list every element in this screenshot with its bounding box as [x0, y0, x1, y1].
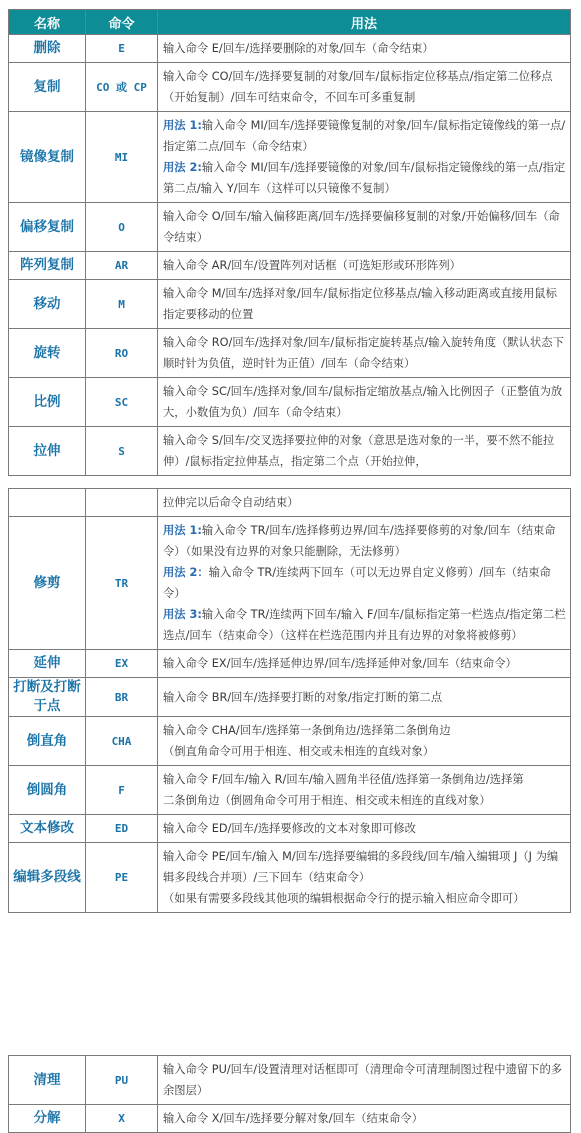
command-name: 移动 [9, 280, 86, 329]
usage-paragraph [163, 157, 566, 199]
command-name: 打断及打断于点 [9, 678, 86, 717]
command-usage [158, 63, 571, 112]
usage-method-text: 输入命令 TR/连续两下回车（可以无边界自定义修剪）/回车（结束命令） [163, 566, 551, 600]
command-shortcut: EX [86, 650, 158, 678]
usage-paragraph: 输入命令 E/回车/选择要删除的对象/回车（命令结束） [163, 42, 434, 55]
usage-method-text: 输入命令 TR/回车/选择修剪边界/回车/选择要修剪的对象/回车（结束命令）（如果没有边界的对象只能删除，无法修剪） [163, 524, 556, 558]
command-shortcut: MI [86, 112, 158, 203]
command-usage [158, 378, 571, 427]
command-shortcut: PU [86, 1056, 158, 1105]
command-shortcut: O [86, 203, 158, 252]
usage-method-label: 用法 1: [163, 119, 202, 132]
command-usage [158, 815, 571, 843]
usage-paragraph: 拉伸完以后命令自动结束） [163, 496, 299, 509]
usage-method-label: 用法 2: [163, 161, 202, 174]
usage-paragraph [163, 562, 566, 604]
command-name: 阵列复制 [9, 252, 86, 280]
usage-paragraph: （如果有需要多段线其他项的编辑根据命令行的提示输入相应命令即可） [163, 892, 525, 905]
usage-paragraph: 输入命令 SC/回车/选择对象/回车/鼠标指定缩放基点/输入比例因子（正整值为放大，小数值为负）/回车（命令结束） [163, 385, 563, 419]
command-shortcut: BR [86, 678, 158, 717]
command-name: 拉伸 [9, 427, 86, 476]
command-shortcut: CHA [86, 717, 158, 766]
command-name: 编辑多段线 [9, 843, 86, 913]
usage-paragraph: 输入命令 AR/回车/设置阵列对话框（可选矩形或环形阵列） [163, 259, 461, 272]
command-table-part-2 [8, 488, 571, 913]
usage-paragraph: （倒直角命令可用于相连、相交或未相连的直线对象） [163, 745, 435, 758]
table-row [9, 378, 571, 427]
header-name: 名称 [9, 10, 86, 35]
table-row [9, 717, 571, 766]
command-usage [158, 427, 571, 476]
table-header-row [9, 10, 571, 35]
table-row [9, 815, 571, 843]
command-usage [158, 112, 571, 203]
usage-paragraph: 输入命令 PE/回车/输入 M/回车/选择要编辑的多段线/回车/输入编辑项 J（J 为编辑多段线合并项）/三下回车（结束命令） [163, 850, 559, 884]
command-shortcut: AR [86, 252, 158, 280]
command-shortcut: F [86, 766, 158, 815]
usage-paragraph [163, 520, 566, 562]
table-row [9, 650, 571, 678]
command-usage [158, 489, 571, 517]
usage-paragraph: 输入命令 X/回车/选择要分解对象/回车（结束命令） [163, 1112, 423, 1125]
usage-method-label: 用法 1: [163, 524, 202, 537]
command-name: 复制 [9, 63, 86, 112]
command-usage [158, 517, 571, 650]
command-name: 镜像复制 [9, 112, 86, 203]
command-shortcut: E [86, 35, 158, 63]
command-name [9, 489, 86, 517]
command-table-part-3 [8, 1055, 571, 1133]
table-row [9, 427, 571, 476]
table-row [9, 843, 571, 913]
command-shortcut [86, 489, 158, 517]
command-usage [158, 766, 571, 815]
command-shortcut: M [86, 280, 158, 329]
command-name: 文本修改 [9, 815, 86, 843]
usage-paragraph: 输入命令 CO/回车/选择要复制的对象/回车/鼠标指定位移基点/指定第二位移点（开始复制）/回车可结束命令，不回车可多重复制 [163, 70, 553, 104]
command-usage [158, 1056, 571, 1105]
usage-method-label: 用法 3: [163, 608, 202, 621]
usage-method-label: 用法 2： [163, 566, 209, 579]
table-row [9, 766, 571, 815]
command-usage [158, 252, 571, 280]
usage-paragraph: 输入命令 ED/回车/选择要修改的文本对象即可修改 [163, 822, 416, 835]
command-name: 修剪 [9, 517, 86, 650]
command-name: 倒圆角 [9, 766, 86, 815]
command-shortcut: RO [86, 329, 158, 378]
usage-paragraph: 二条倒角边（倒圆角命令可用于相连、相交或未相连的直线对象） [163, 794, 491, 807]
header-command: 命令 [86, 10, 158, 35]
table-row [9, 280, 571, 329]
command-usage [158, 280, 571, 329]
table-row [9, 1056, 571, 1105]
command-shortcut: S [86, 427, 158, 476]
command-usage [158, 1105, 571, 1133]
command-name: 清理 [9, 1056, 86, 1105]
usage-paragraph: 输入命令 BR/回车/选择要打断的对象/指定打断的第二点 [163, 690, 443, 704]
command-name: 旋转 [9, 329, 86, 378]
command-usage [158, 843, 571, 913]
usage-paragraph [163, 115, 566, 157]
header-usage: 用法 [158, 10, 571, 35]
usage-paragraph: 输入命令 F/回车/输入 R/回车/输入圆角半径值/选择第一条倒角边/选择第 [163, 773, 524, 786]
command-shortcut: ED [86, 815, 158, 843]
command-name: 分解 [9, 1105, 86, 1133]
usage-paragraph: 输入命令 O/回车/输入偏移距离/回车/选择要偏移复制的对象/开始偏移/回车（命令结束） [163, 210, 560, 244]
command-usage [158, 717, 571, 766]
command-table-part-1 [8, 9, 571, 476]
command-usage [158, 329, 571, 378]
usage-method-text: 输入命令 MI/回车/选择要镜像的对象/回车/鼠标指定镜像线的第一点/指定第二点/输入 Y/回车（这样可以只镜像不复制） [163, 161, 566, 195]
usage-paragraph: 输入命令 EX/回车/选择延伸边界/回车/选择延伸对象/回车（结束命令） [163, 657, 517, 670]
command-usage [158, 650, 571, 678]
command-shortcut: SC [86, 378, 158, 427]
command-usage [158, 203, 571, 252]
table-row [9, 203, 571, 252]
command-shortcut: TR [86, 517, 158, 650]
usage-paragraph: 输入命令 S/回车/交叉选择要拉伸的对象（意思是选对象的一半，要不然不能拉伸）/鼠标指定拉伸基点，指定第二个点（开始拉伸， [163, 434, 555, 468]
table-row [9, 63, 571, 112]
command-name: 倒直角 [9, 717, 86, 766]
command-shortcut: PE [86, 843, 158, 913]
command-name: 比例 [9, 378, 86, 427]
usage-paragraph [163, 604, 566, 646]
table-row [9, 35, 571, 63]
command-usage [158, 678, 571, 717]
table-row [9, 329, 571, 378]
table-row [9, 517, 571, 650]
command-name: 延伸 [9, 650, 86, 678]
usage-paragraph: 输入命令 RO/回车/选择对象/回车/鼠标指定旋转基点/输入旋转角度（默认状态下顺时针为负值，逆时针为正值）/回车（命令结束） [163, 336, 564, 370]
table-row [9, 252, 571, 280]
table-row [9, 112, 571, 203]
usage-method-text: 输入命令 TR/连续两下回车/输入 F/回车/鼠标指定第一栏选点/指定第二栏选点/回车（结束命令）（这样在栏选范围内并且有边界的对象将被修剪） [163, 608, 566, 642]
table-row [9, 678, 571, 717]
command-usage [158, 35, 571, 63]
command-shortcut: CO 或 CP [86, 63, 158, 112]
usage-paragraph: 输入命令 CHA/回车/选择第一条倒角边/选择第二条倒角边 [163, 724, 451, 737]
command-name: 偏移复制 [9, 203, 86, 252]
command-name: 删除 [9, 35, 86, 63]
table-row [9, 489, 571, 517]
table-row [9, 1105, 571, 1133]
usage-paragraph: 输入命令 M/回车/选择对象/回车/鼠标指定位移基点/输入移动距离或直接用鼠标指定要移动的位置 [163, 287, 557, 321]
usage-paragraph: 输入命令 PU/回车/设置清理对话框即可（清理命令可清理制图过程中遗留下的多余图层） [163, 1063, 563, 1097]
usage-method-text: 输入命令 MI/回车/选择要镜像复制的对象/回车/鼠标指定镜像线的第一点/指定第二点/回车（命令结束） [163, 119, 566, 153]
command-shortcut: X [86, 1105, 158, 1133]
